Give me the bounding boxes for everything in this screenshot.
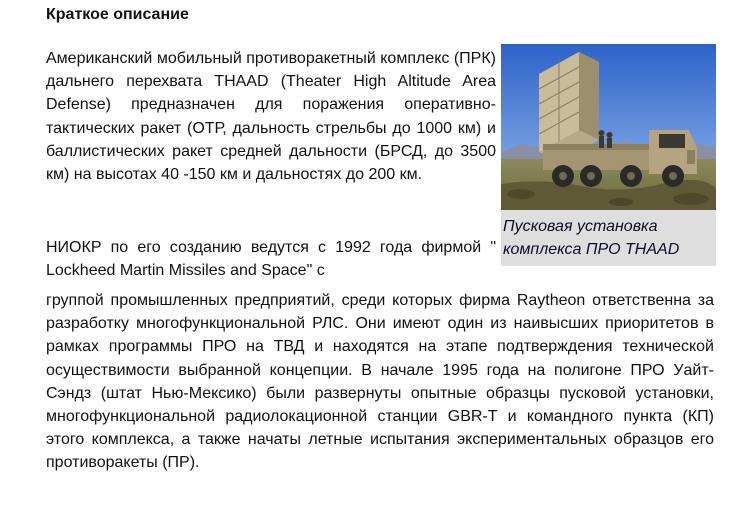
figure-caption: Пусковая установка комплекса ПРО THAAD xyxy=(503,218,680,258)
launcher-photo xyxy=(501,44,716,210)
paragraph-development-start: НИОКР по его созданию ведутся с 1992 года фирмой " Lockheed Martin Missiles and Space" с xyxy=(46,239,496,280)
section-heading: Краткое описание xyxy=(46,6,189,23)
paragraph-development-rest: группой промышленных предприятий, среди которых фирма Raytheon ответственна за разработку многофункциональной РЛС. Они имеют один из наивысших приоритетов в рамках программы ПРО на ТВД и находятся на этапе подтверждения технической осуществимости выбранной концепции. В начале 1995 года на полигоне ПРО Уайт-Сэндз (штат Нью-Мексико) были развернуты опытные образцы пусковой установки, многофункциональной радиолокационной станции GBR-T и командного пункта (КП) этого комплекса, а также начаты летные испытания экспериментальных образцов его противоракеты (ПР). xyxy=(46,292,714,472)
figure xyxy=(501,44,716,266)
paragraph-intro: Американский мобильный противоракетный комплекс (ПРК) дальнего перехвата THAAD (Theater High Altitude Area Defense) предназначен для поражения оперативно-тактических ракет (ОТР, дальность стрельбы до 1000 км) и баллистических ракет средней дальности (БРСД, до 3500 км) на высотах 40 -150 км и дальностях до 200 км. xyxy=(46,50,496,184)
